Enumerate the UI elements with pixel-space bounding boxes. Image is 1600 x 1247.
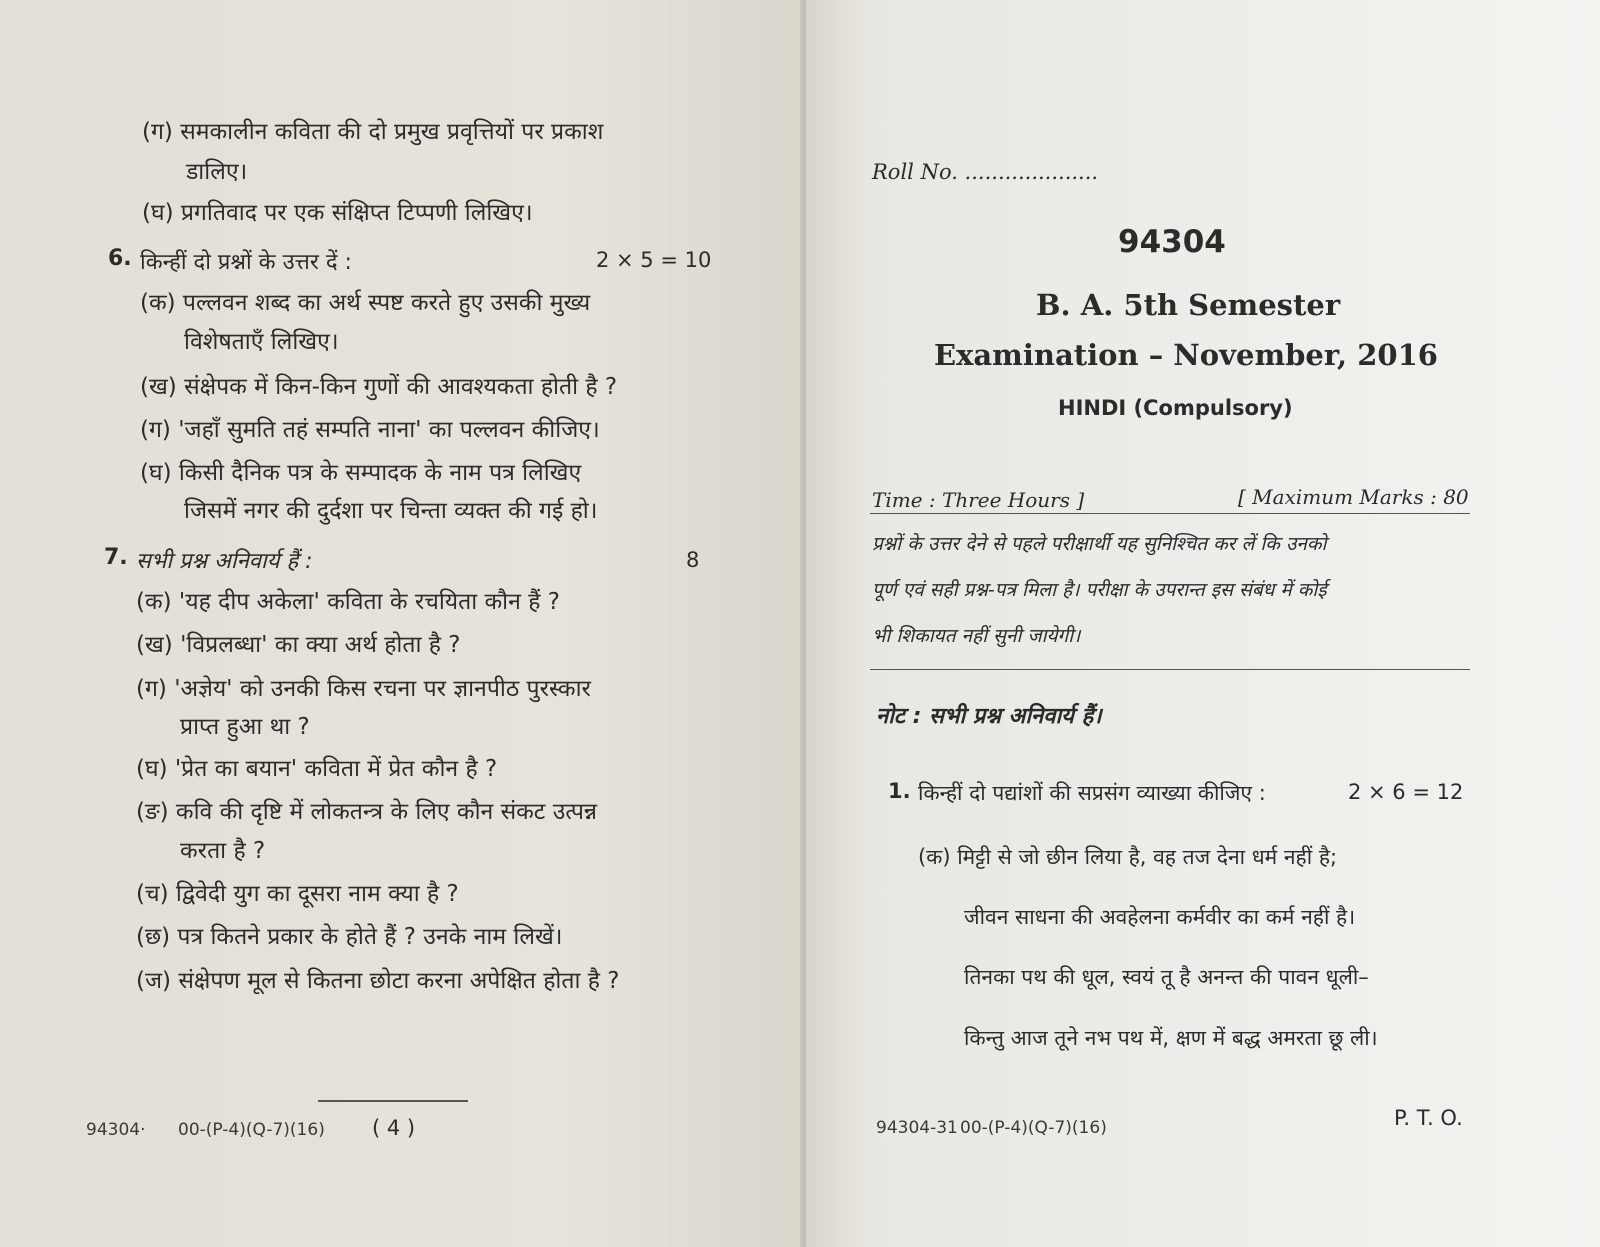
end-rule — [318, 1100, 468, 1102]
note: नोट : सभी प्रश्न अनिवार्य हैं। — [876, 704, 1102, 729]
q5-gha: (घ) प्रगतिवाद पर एक संक्षिप्त टिप्पणी लिखिए। — [142, 200, 533, 226]
q6-number: 6. — [108, 246, 132, 271]
q6-ga: (ग) 'जहाँ सुमति तहं सम्पति नाना' का पल्लवन कीजिए। — [140, 417, 600, 443]
q6-gha-line1: (घ) किसी दैनिक पत्र के सम्पादक के नाम पत्र लिखिए — [140, 460, 582, 486]
q5-ga-line1: (ग) समकालीन कविता की दो प्रमुख प्रवृत्तियों पर प्रकाश — [142, 119, 604, 145]
instruction-rule — [870, 669, 1470, 670]
instruction-line1: प्रश्नों के उत्तर देने से पहले परीक्षार्थी यह सुनिश्चित कर लें कि उनको — [872, 533, 1327, 555]
q5-ga-line2: डालिए। — [186, 159, 248, 185]
right-page — [806, 0, 1600, 1247]
header-rule — [870, 513, 1470, 514]
q7-number: 7. — [104, 545, 128, 570]
q6-marks: 2 × 5 = 10 — [596, 248, 712, 272]
time-allowed: Time : Three Hours ] — [872, 488, 1085, 512]
please-turn-over: P. T. O. — [1394, 1106, 1463, 1130]
q7-ka: (क) 'यह दीप अकेला' कविता के रचयिता कौन हैं ? — [136, 589, 560, 615]
q7-gha: (घ) 'प्रेत का बयान' कविता में प्रेत कौन है ? — [136, 756, 498, 782]
q1-ka-line2: जीवन साधना की अवहेलना कर्मवीर का कर्म नहीं है। — [964, 905, 1356, 929]
q7-nga-line2: करता है ? — [180, 838, 266, 864]
paper-code: 94304 — [1118, 224, 1226, 260]
q1-ka-line3: तिनका पथ की धूल, स्वयं तू है अनन्त की पावन धूली– — [964, 965, 1369, 989]
right-footer-code: 94304-31 — [876, 1118, 958, 1138]
q7-ga-line2: प्राप्त हुआ था ? — [180, 714, 310, 740]
q1-heading: किन्हीं दो पद्यांशों की सप्रसंग व्याख्या कीजिए : — [918, 781, 1266, 805]
q1-ka-line4: किन्तु आज तूने नभ पथ में, क्षण में बद्ध अमरता छू ली। — [964, 1026, 1378, 1050]
q7-ja: (ज) संक्षेपण मूल से कितना छोटा करना अपेक्षित होता है ? — [136, 968, 620, 994]
q1-ka-line1: (क) मिट्टी से जो छीन लिया है, वह तज देना धर्म नहीं है; — [918, 845, 1338, 869]
q6-ka-line1: (क) पल्लवन शब्द का अर्थ स्पष्ट करते हुए उसकी मुख्य — [140, 290, 591, 316]
q7-nga-line1: (ङ) कवि की दृष्टि में लोकतन्त्र के लिए कौन संकट उत्पन्न — [136, 799, 598, 825]
left-footer-series: 00-(P-4)(Q-7)(16) — [178, 1120, 325, 1140]
roll-number: Roll No. .................... — [872, 160, 1099, 184]
course-title: B. A. 5th Semester — [1036, 288, 1341, 322]
subject-title: HINDI (Compulsory) — [1058, 396, 1293, 420]
left-page-number: ( 4 ) — [372, 1116, 416, 1140]
instruction-line3: भी शिकायत नहीं सुनी जायेगी। — [872, 625, 1081, 647]
q6-gha-line2: जिसमें नगर की दुर्दशा पर चिन्ता व्यक्त की गई हो। — [184, 498, 598, 524]
q6-kha: (ख) संक्षेपक में किन-किन गुणों की आवश्यकता होती है ? — [140, 374, 618, 400]
left-footer-code: 94304· — [86, 1120, 146, 1140]
exam-title: Examination – November, 2016 — [934, 338, 1438, 372]
q6-heading: किन्हीं दो प्रश्नों के उत्तर दें : — [140, 250, 352, 275]
q7-kha: (ख) 'विप्रलब्धा' का क्या अर्थ होता है ? — [136, 632, 461, 658]
q7-chha: (छ) पत्र कितने प्रकार के होते हैं ? उनके नाम लिखें। — [136, 924, 563, 950]
q6-ka-line2: विशेषताएँ लिखिए। — [184, 329, 339, 355]
q7-ga-line1: (ग) 'अज्ञेय' को उनकी किस रचना पर ज्ञानपीठ पुरस्कार — [136, 676, 591, 702]
right-footer-series: 00-(P-4)(Q-7)(16) — [960, 1118, 1107, 1138]
instruction-line2: पूर्ण एवं सही प्रश्न-पत्र मिला है। परीक्षा के उपरान्त इस संबंध में कोई — [872, 579, 1327, 601]
q1-marks: 2 × 6 = 12 — [1348, 780, 1464, 804]
q7-cha: (च) द्विवेदी युग का दूसरा नाम क्या है ? — [136, 881, 459, 907]
maximum-marks: [ Maximum Marks : 80 — [1238, 485, 1469, 509]
q1-number: 1. — [888, 779, 911, 803]
q7-heading: सभी प्रश्न अनिवार्य हैं : — [136, 549, 313, 574]
q7-marks: 8 — [686, 548, 700, 572]
